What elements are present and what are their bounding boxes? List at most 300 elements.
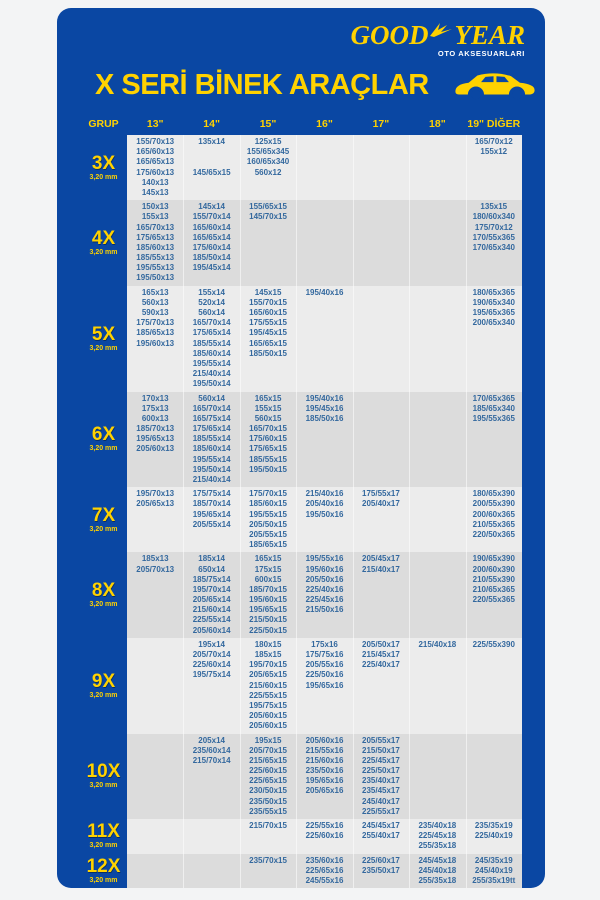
size-cell [353, 200, 409, 286]
size-cell [240, 286, 296, 392]
tire-size: 205/50x17 [362, 639, 400, 649]
tire-size: 520x14 [198, 297, 225, 307]
tire-size: 155/70x13 [136, 137, 175, 146]
tire-size: 225/55x16 [305, 821, 344, 830]
tire-size: 235/50x17 [362, 865, 400, 875]
tire-size: 215/40x18 [418, 639, 457, 649]
tire-size: 205/45x17 [362, 554, 400, 564]
group-row-7x [80, 487, 522, 552]
size-cell [466, 487, 522, 552]
tire-size: 175x16 [311, 639, 338, 649]
group-thickness: 3,20 mm [89, 691, 118, 699]
size-cell [409, 200, 465, 286]
tire-size: 165/65x15 [249, 338, 287, 348]
tire-size: 220/55x365 [472, 595, 515, 605]
table-body [80, 135, 522, 888]
group-name: 11X [87, 821, 120, 843]
size-cell [127, 734, 183, 820]
tire-size: 205/65x15 [249, 670, 287, 680]
tire-size: 195/75x14 [192, 670, 231, 680]
group-label [80, 638, 127, 734]
tire-size: 235/60x16 [305, 855, 344, 865]
group-label [80, 286, 127, 392]
tire-size: 175x13 [141, 403, 169, 413]
size-cell [240, 734, 296, 820]
tire-size: 215/70x15 [249, 821, 287, 830]
size-cell [127, 200, 183, 286]
tire-size: 195/65x14 [192, 509, 231, 519]
tire-size: 205/55x16 [305, 660, 344, 670]
group-thickness: 3,20 mm [89, 782, 118, 790]
goodyear-wingfoot-icon [429, 22, 453, 38]
size-cell [409, 487, 465, 552]
size-cell [409, 286, 465, 392]
group-thickness: 3,20 mm [89, 173, 118, 181]
size-cell [466, 854, 522, 888]
tire-size: 175/55x15 [249, 318, 287, 328]
tire-size: 190/65x340 [472, 297, 515, 307]
tire-size: 225/45x16 [305, 595, 344, 605]
size-cell [127, 552, 183, 638]
tire-size: 245/40x19 [474, 865, 513, 875]
tire-size: 185/55x14 [192, 338, 231, 348]
tire-size: 195/55x14 [192, 358, 231, 368]
column-header: 13" [146, 118, 164, 130]
tire-size: 195x15 [254, 735, 282, 745]
tire-size: 215/45x17 [362, 650, 400, 659]
size-cell [296, 286, 352, 392]
tire-size: 185/60x15 [249, 499, 287, 509]
goodyear-wordmark [350, 21, 525, 49]
tire-size: 205/50x16 [305, 574, 344, 584]
tire-size: 245/35x19 [474, 855, 513, 865]
group-label [80, 392, 127, 488]
column-header: 17" [372, 118, 390, 130]
size-cell [240, 135, 296, 200]
column-header: GRUP [88, 118, 119, 130]
tire-size: 205/70x14 [192, 650, 231, 659]
tire-size: 205/70x13 [136, 564, 175, 574]
tire-size: 225/50x15 [249, 625, 287, 635]
size-cell [296, 819, 352, 854]
tire-size: 155x12 [480, 147, 508, 157]
tire-size: 235/40x17 [362, 776, 400, 786]
size-cell [353, 819, 409, 854]
tire-size: 215/40x14 [192, 369, 231, 379]
group-row-12x [80, 854, 522, 888]
tire-size: 255/35x19tt [472, 875, 516, 885]
tire-size: 560x14 [198, 308, 225, 317]
group-row-9x [80, 638, 522, 734]
size-cell [353, 638, 409, 734]
tire-size: 245/55x16 [305, 875, 344, 885]
title-row [95, 66, 545, 104]
size-cell [296, 734, 352, 820]
size-cell [183, 734, 239, 820]
group-thickness: 3,20 mm [89, 601, 118, 609]
size-cell [466, 819, 522, 854]
tire-size: 185x15 [254, 650, 282, 659]
tire-size: 165x15 [254, 393, 282, 403]
tire-size: 155/65x15 [249, 202, 287, 212]
tire-size: 255/35x18 [418, 841, 457, 851]
tire-size: 205/60x14 [192, 625, 231, 635]
tire-size: 175/70x15 [249, 489, 287, 499]
tire-size: 195x14 [198, 639, 225, 649]
size-cell [466, 638, 522, 734]
tire-size: 210/65x365 [472, 584, 515, 594]
tire-size: 195/45x15 [249, 328, 287, 338]
tire-size: 170x13 [141, 393, 169, 403]
size-cell [240, 819, 296, 854]
group-name: 12X [86, 855, 121, 877]
group-thickness: 3,20 mm [89, 525, 118, 533]
size-cell [240, 200, 296, 286]
group-name: 7X [91, 504, 116, 526]
size-cell [296, 392, 352, 488]
tire-size: 650x14 [198, 564, 225, 574]
tire-size: 180x15 [254, 639, 282, 649]
size-cell [353, 392, 409, 488]
tire-size: 135x14 [198, 137, 225, 146]
tire-size: 195/55x15 [249, 509, 287, 519]
tire-size: 195/45x14 [192, 263, 231, 273]
tire-size: 225/60x16 [305, 831, 344, 841]
tire-size: 195/65x15 [249, 605, 287, 615]
tire-size: 235/50x16 [305, 766, 344, 776]
tire-size: 185/50x15 [249, 348, 287, 358]
size-cell [127, 286, 183, 392]
tire-size: 200/60x365 [472, 509, 515, 519]
tire-size: 165/75x14 [192, 413, 231, 423]
logo-subtitle: OTO AKSESUARLARI [437, 49, 525, 58]
tire-size: 225/40x19 [474, 831, 513, 841]
tire-size: 185/55x14 [192, 434, 231, 444]
tire-size: 175/65x14 [192, 328, 231, 338]
tire-size: 225/65x15 [249, 776, 287, 786]
tire-size: 195/65x16 [305, 680, 344, 690]
tire-size: 145x15 [254, 287, 282, 297]
tire-size: 165/60x13 [136, 147, 175, 157]
tire-size: 255/40x17 [362, 831, 400, 841]
size-cell [296, 135, 352, 200]
tire-size: 155x14 [198, 287, 225, 297]
tire-size: 205/65x14 [192, 595, 231, 605]
group-name: 9X [91, 670, 116, 692]
tire-size: 195/60x16 [305, 564, 344, 574]
tire-size: 175/65x13 [136, 232, 175, 242]
tire-size: 195/65x365 [472, 308, 515, 317]
tire-size: 165/70x14 [192, 403, 231, 413]
tire-size: 175/70x12 [474, 222, 513, 232]
tire-size: 205/55x14 [192, 519, 231, 529]
tire-size: 180/60x340 [472, 212, 515, 222]
group-label [80, 200, 127, 286]
tire-size: 560x15 [254, 413, 282, 423]
tire-size: 175/60x15 [249, 434, 287, 444]
tire-size: 185/70x13 [136, 424, 175, 434]
tire-size: 140x13 [141, 177, 169, 187]
size-cell [466, 552, 522, 638]
tire-size: 165x15 [254, 554, 282, 564]
tire-size: 185/65x13 [136, 328, 175, 338]
tire-size: 560x12 [254, 167, 282, 177]
tire-size: 195/65x16 [305, 776, 344, 786]
tire-size: 145x14 [198, 202, 225, 212]
tire-size: 145/65x15 [192, 167, 231, 177]
tire-size: 195/75x15 [249, 700, 287, 710]
tire-size: 175/60x13 [136, 167, 175, 177]
size-cell [127, 135, 183, 200]
group-thickness: 3,20 mm [89, 344, 118, 352]
size-cell [409, 552, 465, 638]
tire-size: 215/50x15 [249, 615, 287, 625]
tire-size: 235/55x15 [249, 806, 287, 816]
tire-size: 215/70x14 [192, 755, 231, 765]
page-title: X SERİ BİNEK ARAÇLAR [95, 68, 429, 101]
size-cell [409, 392, 465, 488]
tire-size: 225/50x16 [305, 670, 344, 680]
tire-size: 180/65x365 [472, 287, 515, 297]
size-cell [466, 734, 522, 820]
tire-size: 245/40x18 [418, 865, 457, 875]
tire-size: 155/70x14 [192, 212, 231, 222]
tire-size: 205/55x17 [362, 735, 400, 745]
tire-size: 225/60x15 [249, 766, 287, 776]
tire-size: 195/70x14 [192, 584, 231, 594]
tire-size: 205/60x15 [249, 711, 287, 721]
size-cell [240, 487, 296, 552]
tire-size: 225/55x15 [249, 690, 287, 700]
column-header: 15" [259, 118, 277, 130]
tire-size: 225/40x17 [362, 660, 400, 670]
group-name: 4X [91, 227, 116, 249]
sedan-car-icon [451, 68, 539, 102]
size-cell [183, 854, 239, 888]
tire-size: 185/70x15 [249, 584, 287, 594]
group-row-5x [80, 286, 522, 392]
group-thickness: 3,20 mm [89, 445, 118, 453]
tire-size: 165/70x15 [249, 424, 287, 434]
tire-size: 205/40x16 [305, 499, 344, 509]
tire-size: 175/75x16 [305, 650, 344, 659]
tire-size: 160/65x340 [246, 157, 290, 167]
tire-size: 225/60x14 [192, 660, 231, 670]
size-cell [183, 392, 239, 488]
tire-size: 195/55x13 [136, 263, 175, 273]
tire-size: 135x15 [480, 202, 508, 212]
tire-size: 245/45x18 [418, 855, 457, 865]
tire-size: 165/60x14 [192, 222, 231, 232]
tire-size: 215/40x16 [305, 489, 344, 499]
tire-size: 195/50x14 [192, 464, 231, 474]
size-cell [353, 487, 409, 552]
tire-size: 230/50x15 [249, 786, 287, 796]
tire-size: 600x13 [141, 413, 169, 423]
tire-size: 215/40x14 [192, 475, 231, 484]
tire-size: 200/65x340 [472, 318, 515, 328]
tire-size: 195/60x13 [136, 338, 175, 348]
tire-size: 170/55x365 [472, 232, 515, 242]
tire-size: 220/50x365 [472, 529, 515, 539]
tire-size: 205/40x17 [362, 499, 400, 509]
column-header: 16" [316, 118, 333, 130]
tire-size: 205/60x15 [249, 721, 287, 731]
catalog-card [57, 8, 545, 888]
tire-size: 195/50x14 [192, 379, 231, 389]
tire-size: 245/40x17 [362, 796, 400, 806]
size-cell [240, 392, 296, 488]
tire-size: 195/50x13 [136, 273, 175, 283]
tire-size: 185/70x14 [192, 499, 231, 509]
tire-size: 205/65x13 [136, 499, 175, 509]
tire-size: 185/75x14 [192, 574, 231, 584]
logo-text-good: GOOD [350, 20, 429, 50]
tire-size: 215/40x17 [362, 564, 400, 574]
column-header: 19" DİĞER [467, 118, 521, 130]
tire-size: 205/60x16 [305, 735, 344, 745]
tire-size: 185/55x13 [136, 253, 175, 263]
tire-size: 215/60x15 [249, 680, 287, 690]
tire-size: 155x15 [254, 403, 282, 413]
size-cell [240, 552, 296, 638]
size-cell [127, 638, 183, 734]
tire-size: 195/55x14 [192, 454, 231, 464]
logo-text-year: YEAR [454, 20, 525, 50]
group-thickness: 3,20 mm [89, 248, 118, 256]
tire-size: 165x13 [141, 287, 169, 297]
size-cell [183, 200, 239, 286]
group-label [80, 819, 127, 854]
size-cell [466, 286, 522, 392]
tire-size: 560x13 [141, 297, 169, 307]
size-cell [353, 135, 409, 200]
tire-size: 560x14 [198, 393, 225, 403]
group-label [80, 487, 127, 552]
tire-size: 165/65x14 [192, 232, 231, 242]
tire-size: 170/65x365 [472, 393, 515, 403]
tire-size: 205/60x13 [136, 444, 175, 454]
tire-size: 195/55x16 [305, 554, 344, 564]
size-cell [353, 286, 409, 392]
tire-size: 225/45x18 [418, 831, 457, 841]
tire-size: 195/65x13 [136, 434, 175, 444]
size-cell [296, 487, 352, 552]
tire-size: 155x13 [141, 212, 169, 222]
tire-size: 175/65x15 [249, 444, 287, 454]
tire-size: 185/60x13 [136, 242, 175, 252]
tire-size: 235/40x18 [418, 821, 457, 830]
tire-size: 600x15 [254, 574, 282, 584]
size-cell [296, 552, 352, 638]
tire-size: 195/45x16 [305, 403, 344, 413]
tire-size: 185/65x15 [249, 540, 287, 550]
tire-size: 155/70x15 [249, 297, 287, 307]
tire-size: 175x15 [254, 564, 282, 574]
group-row-6x [80, 392, 522, 488]
tire-size: 205/55x15 [249, 529, 287, 539]
group-label [80, 734, 127, 820]
size-cell [296, 200, 352, 286]
tire-size: 175/75x14 [192, 489, 231, 499]
size-cell [240, 638, 296, 734]
tire-size: 145/70x15 [249, 212, 287, 222]
tire-size: 175/60x14 [192, 242, 231, 252]
tire-size: 185/50x16 [305, 413, 344, 423]
goodyear-logo [57, 8, 545, 58]
tire-size: 215/50x16 [305, 605, 344, 615]
group-name: 10X [86, 761, 121, 783]
tire-size: 225/55x17 [362, 806, 400, 816]
group-thickness: 3,20 mm [89, 876, 118, 884]
tire-size: 255/35x18 [418, 875, 457, 885]
tire-size: 245/45x17 [362, 821, 400, 830]
tire-size: 195/70x13 [136, 489, 175, 499]
size-cell [296, 638, 352, 734]
tire-size: 225/50x17 [362, 766, 400, 776]
group-row-8x [80, 552, 522, 638]
group-name: 6X [91, 424, 116, 446]
column-header: 14" [203, 118, 220, 130]
tire-size: 185/50x14 [192, 253, 231, 263]
group-label [80, 135, 127, 200]
size-cell [466, 135, 522, 200]
tire-size: 215/55x16 [305, 745, 344, 755]
tire-size: 225/40x16 [305, 584, 344, 594]
group-label [80, 854, 127, 888]
tire-size: 185/55x15 [249, 454, 287, 464]
group-row-4x [80, 200, 522, 286]
tire-size: 210/55x365 [472, 519, 515, 529]
size-cell [183, 552, 239, 638]
tire-size: 225/60x17 [362, 855, 400, 865]
tire-size: 185/60x14 [192, 348, 231, 358]
tire-size: 215/60x14 [192, 605, 231, 615]
tire-size: 200/55x390 [472, 499, 515, 509]
tire-size: 175/65x14 [192, 424, 231, 434]
group-name: 3X [91, 152, 116, 174]
tire-size: 175/55x17 [362, 489, 400, 499]
tire-size: 185x14 [198, 554, 225, 564]
size-cell [353, 854, 409, 888]
size-cell [353, 552, 409, 638]
tire-size: 195/55x365 [472, 413, 515, 423]
size-cell [240, 854, 296, 888]
tire-size: 225/55x390 [472, 639, 515, 649]
group-row-10x [80, 734, 522, 820]
size-cell [183, 135, 239, 200]
size-cell [183, 638, 239, 734]
tire-size: 215/60x16 [305, 755, 344, 765]
tire-size: 205/50x15 [249, 519, 287, 529]
tire-size: 195/70x15 [249, 660, 287, 670]
size-cell [353, 734, 409, 820]
tire-size: 165/70x13 [136, 222, 175, 232]
tire-size: 210/55x390 [472, 574, 515, 584]
tire-size: 195/40x16 [305, 287, 344, 297]
tire-size: 180/65x390 [472, 489, 515, 499]
table-header-row [80, 118, 522, 130]
group-label [80, 552, 127, 638]
size-cell [466, 392, 522, 488]
group-name: 8X [91, 580, 116, 602]
tire-size: 235/45x17 [362, 786, 400, 796]
size-cell [183, 487, 239, 552]
tire-size: 225/45x17 [362, 755, 400, 765]
tire-size: 215/65x15 [249, 755, 287, 765]
size-cell [409, 734, 465, 820]
size-cell [183, 819, 239, 854]
